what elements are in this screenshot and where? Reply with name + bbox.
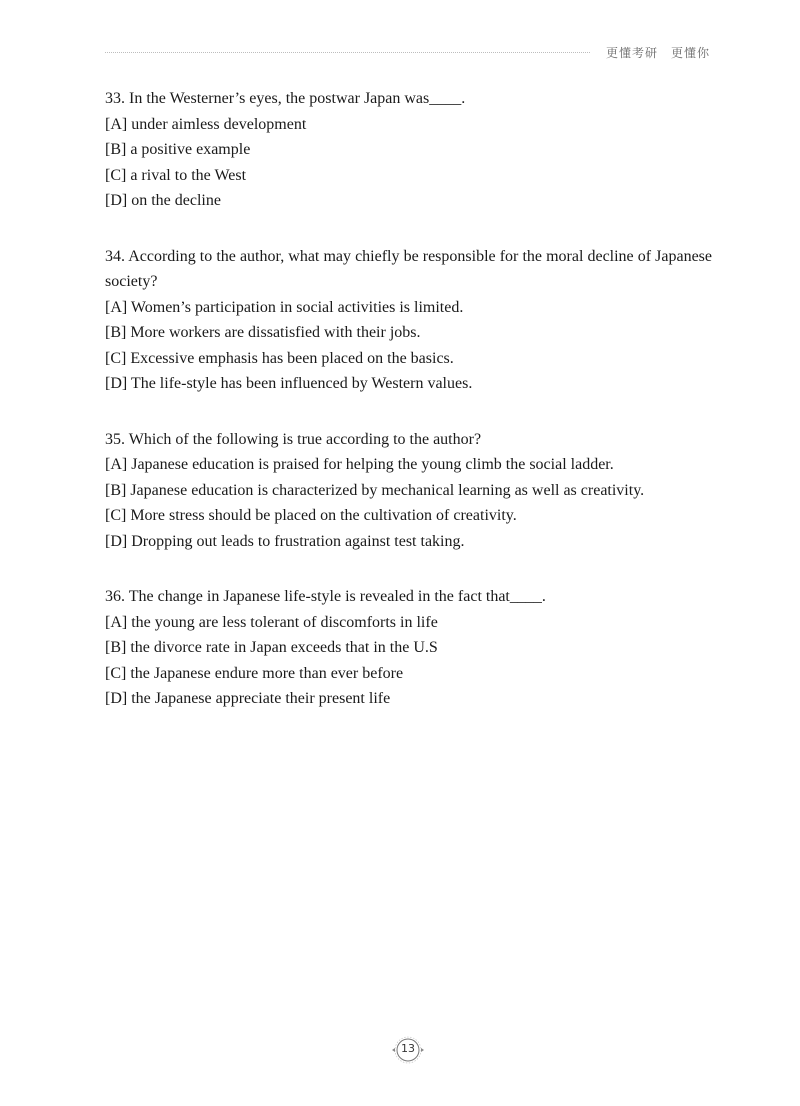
page-number-badge <box>391 1036 425 1064</box>
header-rule <box>105 52 590 53</box>
option-d: [D] The life-style has been influenced by Western values. <box>105 375 473 392</box>
question-stem: 36. The change in Japanese life-style is revealed in the fact that____. <box>105 588 546 605</box>
question-stem: 35. Which of the following is true according to the author? <box>105 430 482 448</box>
option-c: [C] the Japanese endure more than ever before <box>105 664 404 682</box>
question-34 <box>105 244 712 397</box>
option-c: [C] More stress should be placed on the cultivation of creativity. <box>105 507 517 524</box>
question-35 <box>105 427 712 555</box>
header-slogan: 更懂考研 更懂你 <box>605 46 710 60</box>
option-d: [D] on the decline <box>105 192 221 209</box>
question-stem: 33. In the Westerner’s eyes, the postwar Japan was____. <box>105 90 466 107</box>
option-a: [A] Women’s participation in social activities is limited. <box>105 298 464 316</box>
option-c: [C] Excessive emphasis has been placed on the basics. <box>105 349 454 367</box>
question-36 <box>105 584 712 712</box>
option-a: [A] under aimless development <box>105 115 307 133</box>
option-a: [A] the young are less tolerant of discomforts in life <box>105 613 438 631</box>
option-d: [D] Dropping out leads to frustration against test taking. <box>105 532 465 550</box>
question-33 <box>105 86 712 214</box>
question-stem: 34. According to the author, what may chiefly be responsible for the moral decline of Japanese society? <box>105 247 712 290</box>
page-number: 13 <box>401 1042 415 1055</box>
option-b: [B] Japanese education is characterized by mechanical learning as well as creativity. <box>105 481 645 499</box>
option-c: [C] a rival to the West <box>105 166 247 184</box>
option-b: [B] a positive example <box>105 141 251 158</box>
option-b: [B] More workers are dissatisfied with their jobs. <box>105 324 421 341</box>
option-d: [D] the Japanese appreciate their present life <box>105 690 391 707</box>
option-b: [B] the divorce rate in Japan exceeds that in the U.S <box>105 639 438 656</box>
question-list <box>105 86 712 742</box>
option-a: [A] Japanese education is praised for helping the young climb the social ladder. <box>105 456 614 473</box>
